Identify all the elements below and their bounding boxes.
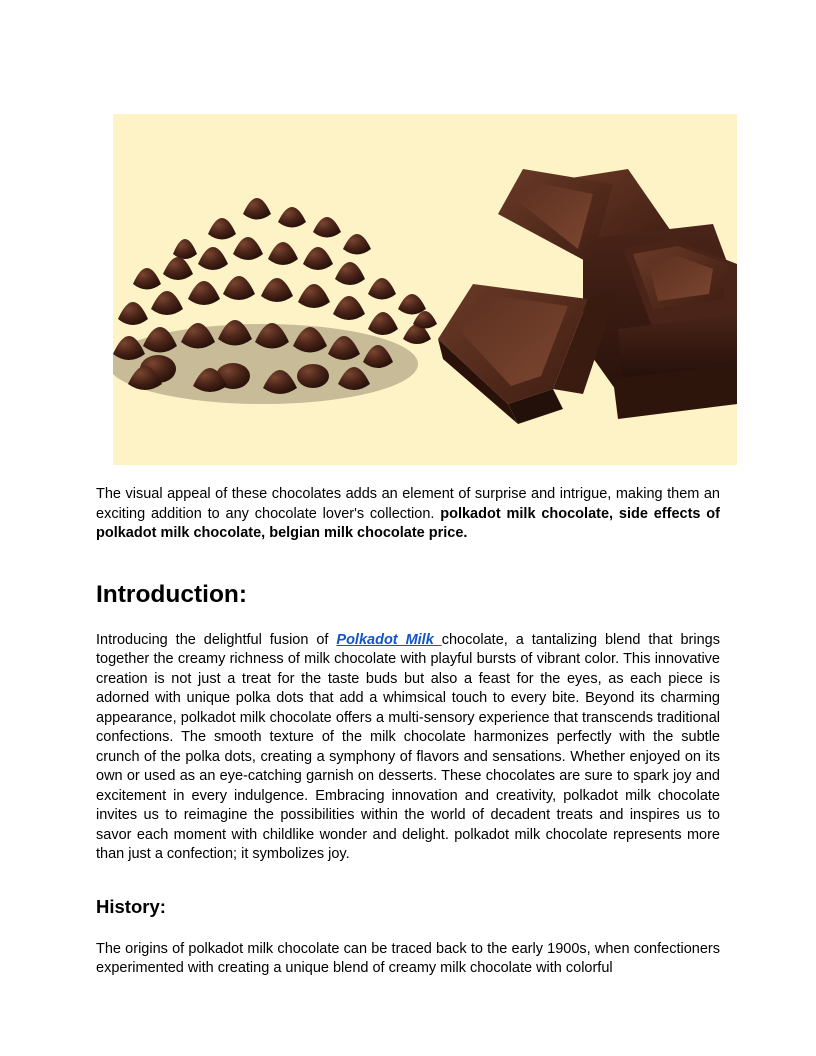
introduction-heading: Introduction:	[96, 580, 248, 608]
polkadot-milk-link[interactable]: Polkadot Milk	[336, 631, 442, 648]
paragraph-visual-appeal-text: The visual appeal of these chocolates adds an element of surprise and intrigue, making them an exciting addition to any chocolate lover's collection.	[96, 486, 720, 522]
history-heading: History:	[96, 895, 166, 917]
history-paragraph: The origins of polkadot milk chocolate can be traced back to the early 1900s, when confectioners experimented with creating a unique blend of creamy milk chocolate with colorful	[96, 940, 720, 976]
introduction-text-before-link: Introducing the delightful fusion of	[96, 631, 337, 648]
keywords-text: polkadot milk chocolate, side effects of polkadot milk chocolate, belgian milk chocolate price.	[96, 505, 720, 541]
introduction-paragraph	[96, 631, 720, 865]
introduction-text-after-link: chocolate, a tantalizing blend that brings together the creamy richness of milk chocolate with playful bursts of vibrant color. This innovative creation is not just a treat for the taste buds but also a feast for the eyes, as each piece is adorned with unique polka dots that add a whimsical touch to every bite. Beyond its charming appearance, polkadot milk chocolate offers a multi-sensory experience that transcends traditional confections. The smooth texture of the milk chocolate harmonizes perfectly with the subtle crunch of the polka dots, creating a symphony of flavors and sensations. Whether enjoyed on its own or used as an eye-catching garnish on desserts. These chocolates are sure to spark joy and excitement in every indulgence. Embracing innovation and creativity, polkadot milk chocolate invites us to reimagine the possibilities within the world of decadent treats and inspires us to savor each moment with childlike wonder and delight. polkadot milk chocolate represents more than just a confection; it symbolizes joy.	[96, 631, 720, 862]
chocolate-photo-icon	[113, 114, 737, 465]
paragraph-visual-appeal	[96, 485, 720, 544]
hero-image	[113, 114, 737, 465]
article-body	[96, 485, 720, 979]
